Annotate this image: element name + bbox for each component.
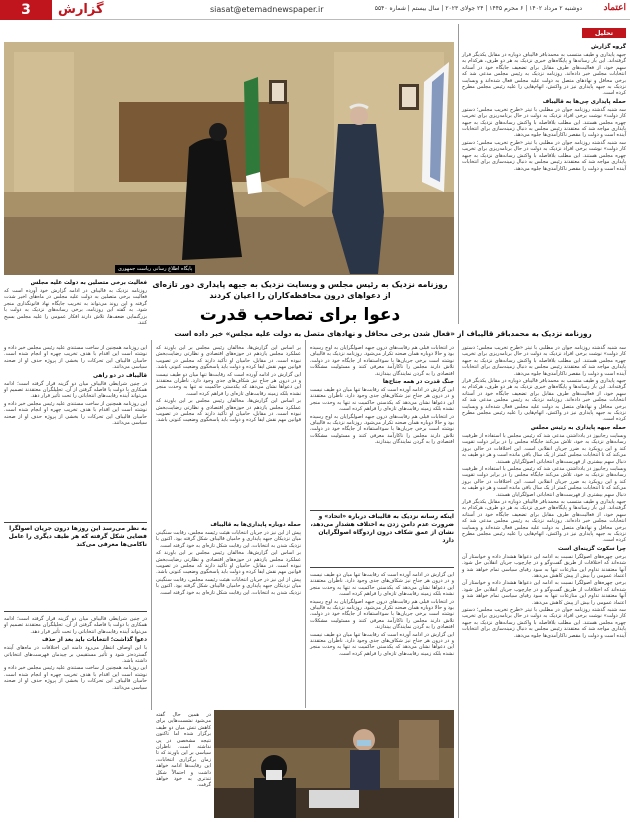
- section-tag: تحلیل: [582, 28, 626, 38]
- paragraph: برخی چهره‌های اصولگرا نسبت به ادامه این دعواها هشدار داده و خواستار آن شده‌اند که اختلافات از طریق گفت‌وگو و در چارچوب جریان انقلابی حل شود. آنها معتقدند تداوم این منازعات تنها به سود رقبای سیاسی تمام خواهد شد و اعتماد عمومی را بیش از پیش کاهش می‌دهد.: [462, 580, 626, 606]
- photo-caption: پایگاه اطلاع رسانی ریاست جمهوری: [115, 265, 195, 273]
- article-kicker: روزنامه نزدیک به رئیس مجلس و وبسایت نزدیک به جبهه پایداری دور تازه‌ای از دعواهای درون محافظه‌کاران را اعیان کردند: [152, 280, 448, 300]
- section-title: گزارش: [58, 2, 104, 17]
- byline: گروه گزارش: [590, 44, 626, 50]
- subheading: فعالیت برخی متصلین به دولت علیه مجلس: [30, 280, 147, 286]
- paragraph: در چنین شرایطی قالیباف میان دو گزینه قرار گرفته است؛ ادامه همکاری با دولت یا فاصله گرفتن از آن. تحلیلگران معتقدند تصمیم او می‌تواند آینده رقابت‌های انتخاباتی را تحت تأثیر قرار دهد.: [4, 380, 147, 400]
- subheading: چرا سکوت گزینه‌ای است: [557, 545, 626, 552]
- article-lead: روزنامه نزدیک به محمدباقر قالیباف از «فعال شدن برخی محافل و نهادهای متصل به دولت علیه مجلس» خبر داده است: [174, 329, 592, 338]
- subheading: دعوا گذاشت؛ انتخابات باید بعد از حذف: [41, 637, 147, 644]
- paragraph: سه شنبه گذشته روزنامه جوان در مطلبی با تیتر «طرح تخریب مجلس؛ دستور کار دولت» نوشت برخی افراد نزدیک به دولت در حال برنامه‌ریزی برای تخریب چهره مجلس هستند. این مطلب بلافاصله با واکنش رسانه‌های نزدیک به جبهه پایداری مواجه شد که معتقدند رئیس مجلس به دنبال زمینه‌سازی برای انتخابات آینده است و دولت را مقصر ناکارآمدی‌ها جلوه می‌دهد.: [462, 607, 626, 639]
- paragraph: این گزارش در ادامه آورده است که رقابت‌ها تنها میان دو طیف نیست و در درون هر جناح نیز شکاف‌های جدی وجود دارد. ناظران معتقدند این دعواها نشان می‌دهد که یکدستی حاکمیت نه تنها به وحدت منجر نشده بلکه زمینه رقابت‌های تازه‌ای را فراهم کرده است.: [310, 387, 454, 413]
- column-divider: [458, 340, 459, 818]
- paragraph: در انتخابات قبلی هم رقابت‌های درون جبهه اصولگرایان به اوج رسیده بود و حالا دوباره همان صحنه تکرار می‌شود. روزنامه نزدیک به قالیباف نوشته است برخی جریان‌ها با سوءاستفاده از جایگاه خود در دولت، تلاش دارند مجلس را ناکارآمد معرفی کنند و مسئولیت مشکلات اقتصادی را به گردن نمایندگان بیندازند.: [310, 598, 454, 631]
- paragraph: این روزنامه همچنین از ساخت مستندی علیه رئیس مجلس خبر داده و نوشته است این اقدام با هدف تخریب چهره او انجام شده است. حامیان قالیباف این تحرکات را بخشی از پروژه حذف او از صحنه سیاسی می‌دانند.: [4, 665, 147, 691]
- paragraph: در انتخابات قبلی هم رقابت‌های درون جبهه اصولگرایان به اوج رسیده بود و حالا دوباره همان صحنه تکرار می‌شود. روزنامه نزدیک به قالیباف نوشته است برخی جریان‌ها با سوءاستفاده از جایگاه خود در دولت، تلاش دارند مجلس را ناکارآمد معرفی کنند و مسئولیت مشکلات اقتصادی را به گردن نمایندگان بیندازند.: [310, 345, 454, 377]
- paragraph: سه شنبه گذشته روزنامه جوان در مطلبی با تیتر «طرح تخریب مجلس؛ دستور کار دولت» نوشت برخی افراد نزدیک به دولت در حال برنامه‌ریزی برای تخریب چهره مجلس هستند. این مطلب بلافاصله با واکنش رسانه‌های نزدیک به جبهه پایداری مواجه شد که معتقدند رئیس مجلس به دنبال زمینه‌سازی برای انتخابات آینده است و دولت را مقصر ناکارآمدی‌ها جلوه می‌دهد.: [462, 345, 626, 377]
- paragraph: پیش از این نیز در جریان انتخابات هیئت رئیسه مجلس، رقابت سنگینی میان نزدیکان جبهه پایداری و حامیان قالیباف شکل گرفته بود. اکنون با نزدیک شدن به انتخابات، این رقابت شکل تازه‌ای به خود گرفته است.: [156, 576, 301, 596]
- mid-right-column: [310, 345, 454, 507]
- photo-illustration: [4, 42, 454, 275]
- column-divider: [305, 340, 306, 708]
- bottom-mid-column: [156, 712, 211, 816]
- paragraph: این گزارش در ادامه آورده است که رقابت‌ها تنها میان دو طیف نیست و در درون هر جناح نیز شکاف‌های جدی وجود دارد. ناظران معتقدند این دعواها نشان می‌دهد که یکدستی حاکمیت نه تنها به وحدت منجر نشده بلکه زمینه رقابت‌های تازه‌ای را فراهم کرده است.: [156, 371, 301, 397]
- right-column-bottom: [462, 345, 626, 817]
- paragraph: بر اساس این گزارش‌ها، مخالفان رئیس مجلس بر این باورند که عملکرد مجلس یازدهم در حوزه‌های اقتصادی و نظارتی رضایت‌بخش نبوده است. در مقابل، حامیان او تأکید دارند که مجلس در تصویب قوانین مهم نقش ایفا کرده و دولت باید پاسخگوی وضعیت کنونی باشد.: [156, 550, 301, 576]
- paragraph: پیش از این نیز در جریان انتخابات هیئت رئیسه مجلس، رقابت سنگینی میان نزدیکان جبهه پایداری و حامیان قالیباف شکل گرفته بود. اکنون با نزدیک شدن به انتخابات، این رقابت شکل تازه‌ای به خود گرفته است.: [156, 530, 301, 549]
- paragraph: روزنامه نزدیک به قالیباف در ادامه گزارش خود آورده است که فعالیت برخی متصلین به دولت علیه مجلس در ماه‌های اخیر شدت گرفته و این روند می‌تواند به تخریب جایگاه نهاد قانونگذاری منجر شود. به گفته این روزنامه، برخی رسانه‌های نزدیک به دولت با بزرگنمایی ضعف‌ها، تلاش دارند افکار عمومی را علیه مجلس بسیج کنند.: [4, 288, 147, 327]
- paragraph: این روزنامه همچنین از ساخت مستندی علیه رئیس مجلس خبر داده و نوشته است این اقدام با هدف تخریب چهره او انجام شده است. حامیان قالیباف این تحرکات را بخشی از پروژه حذف او از صحنه سیاسی می‌دانند.: [4, 345, 147, 371]
- photo-illustration: [214, 710, 454, 818]
- mid-left-column: [156, 345, 301, 515]
- paragraph: وبسایت رجانیوز در یادداشتی مدعی شد که رئیس مجلس با استفاده از ظرفیت رسانه‌های نزدیک به خود، تلاش می‌کند جایگاه مجلس را در برابر دولت تقویت کند و این رویکرد به ضرر جریان انقلابی است. این اختلافات در حالی بروز می‌کند که تا انتخابات مجلس کمتر از یک سال باقی مانده است و هر دو طیف به دنبال سهم بیشتری از فهرست‌های انتخاباتی اصولگرایان هستند.: [462, 432, 626, 465]
- paragraph: در انتخابات قبلی هم رقابت‌های درون جبهه اصولگرایان به اوج رسیده بود و حالا دوباره همان صحنه تکرار می‌شود. روزنامه نزدیک به قالیباف نوشته است برخی جریان‌ها با سوءاستفاده از جایگاه خود در دولت، تلاش دارند مجلس را ناکارآمد معرفی کنند و مسئولیت مشکلات اقتصادی را به گردن نمایندگان بیندازند.: [310, 413, 454, 446]
- bottom-photo: [214, 710, 454, 818]
- subheading: جنگ قدرت در همه جناح‌ها: [382, 379, 454, 386]
- paragraph: بر اساس این گزارش‌ها، مخالفان رئیس مجلس بر این باورند که عملکرد مجلس یازدهم در حوزه‌های اقتصادی و نظارتی رضایت‌بخش نبوده است. در مقابل، حامیان او تأکید دارند که مجلس در تصویب قوانین مهم نقش ایفا کرده و دولت باید پاسخگوی وضعیت کنونی باشد.: [156, 345, 301, 371]
- paragraph: جبهه پایداری و طیف منتسب به محمدباقر قالیباف دوباره در مقابل یکدیگر قرار گرفته‌اند. این بار رسانه‌ها و پایگاه‌های خبری نزدیک به هر دو طرف، هرکدام به سهم خود، از فعالیت‌های طرف مقابل برای تضعیف جایگاه خود در آستانه انتخابات مجلس خبر داده‌اند. روزنامه نزدیک به رئیس مجلس مدعی شد که برخی محافل و نهادهای متصل به دولت علیه مجلس فعال شده‌اند و وبسایت نزدیک به جبهه پایداری نیز در واکنش، اتهام‌هایی را علیه رئیس مجلس مطرح کرده است.: [462, 378, 626, 423]
- mid-right-column-lower: [310, 572, 454, 706]
- newspaper-logo: اعتماد: [603, 3, 626, 13]
- paragraph: این گزارش در ادامه آورده است که رقابت‌ها تنها میان دو طیف نیست و در درون هر جناح نیز شکاف‌های جدی وجود دارد. ناظران معتقدند این دعواها نشان می‌دهد که یکدستی حاکمیت نه تنها به وحدت منجر نشده بلکه زمینه رقابت‌های تازه‌ای را فراهم کرده است.: [310, 572, 454, 598]
- paragraph: بر اساس این گزارش‌ها، مخالفان رئیس مجلس بر این باورند که عملکرد مجلس یازدهم در حوزه‌های اقتصادی و نظارتی رضایت‌بخش نبوده است. در مقابل، حامیان او تأکید دارند که مجلس در تصویب قوانین مهم نقش ایفا کرده و دولت باید پاسخگوی وضعیت کنونی باشد.: [156, 398, 301, 424]
- column-divider: [458, 24, 459, 324]
- subheading: حمله جبهه پایداری به رئیس مجلس: [530, 424, 626, 431]
- main-photo: [4, 42, 454, 275]
- left-column-lower: [4, 616, 147, 816]
- issue-info: دوشنبه ۲ مرداد ۱۴۰۲ | ۶ محرم ۱۴۴۵ | ۲۴ جولای ۲۰۲۳ | سال بیستم | شماره ۵۵۴۰: [374, 5, 582, 12]
- paragraph: برخی چهره‌های اصولگرا نسبت به ادامه این دعواها هشدار داده و خواستار آن شده‌اند که اختلافات از طریق گفت‌وگو و در چارچوب جریان انقلابی حل شود. آنها معتقدند تداوم این منازعات تنها به سود رقبای سیاسی تمام خواهد شد و اعتماد عمومی را بیش از پیش کاهش می‌دهد.: [462, 553, 626, 579]
- subheading: قالیباف در دو راهی: [93, 372, 147, 379]
- paragraph: این گزارش در ادامه آورده است که رقابت‌ها تنها میان دو طیف نیست و در درون هر جناح نیز شکاف‌های جدی وجود دارد. ناظران معتقدند این دعواها نشان می‌دهد که یکدستی حاکمیت نه تنها به وحدت منجر نشده بلکه زمینه رقابت‌های تازه‌ای را فراهم کرده است.: [310, 631, 454, 657]
- right-column-top: [462, 42, 626, 328]
- paragraph: سه شنبه گذشته روزنامه جوان در مطلبی با تیتر «طرح تخریب مجلس؛ دستور کار دولت» نوشت برخی افراد نزدیک به دولت در حال برنامه‌ریزی برای تخریب چهره مجلس هستند. این مطلب بلافاصله با واکنش رسانه‌های نزدیک به جبهه پایداری مواجه شد که معتقدند رئیس مجلس به دنبال زمینه‌سازی برای انتخابات آینده است و دولت را مقصر ناکارآمدی‌ها جلوه می‌دهد.: [462, 106, 626, 139]
- subheading: حمله پایداری چی‌ها به قالیباف: [542, 98, 626, 105]
- pull-quote: به نظر می‌رسد این روزها درون جریان اصولگرا فضایی شکل گرفته که هر طیف دیگری را عامل ناکامی‌ها معرفی می‌کند: [4, 522, 147, 612]
- website-link[interactable]: siasat@etemadnewspaper.ir: [210, 5, 324, 14]
- column-divider: [151, 340, 152, 710]
- paragraph: جبهه پایداری و طیف منتسب به محمدباقر قالیباف دوباره در مقابل یکدیگر قرار گرفته‌اند. این بار رسانه‌ها و پایگاه‌های خبری نزدیک به هر دو طرف، هرکدام به سهم خود، از فعالیت‌های طرف مقابل برای تضعیف جایگاه خود در آستانه انتخابات مجلس خبر داده‌اند. روزنامه نزدیک به رئیس مجلس مدعی شد که برخی محافل و نهادهای متصل به دولت علیه مجلس فعال شده‌اند و وبسایت نزدیک به جبهه پایداری نیز در واکنش، اتهام‌هایی را علیه رئیس مجلس مطرح کرده است.: [462, 498, 626, 544]
- page-number: 3: [0, 0, 52, 20]
- paragraph: این روزنامه همچنین از ساخت مستندی علیه رئیس مجلس خبر داده و نوشته است این اقدام با هدف تخریب چهره او انجام شده است. حامیان قالیباف این تحرکات را بخشی از پروژه حذف او از صحنه سیاسی می‌دانند.: [4, 400, 147, 427]
- subheading: حمله دوباره پایداری‌ها به قالیباف: [210, 522, 301, 528]
- paragraph: در همین حال گفته می‌شود نشست‌هایی برای کاهش تنش میان دو طیف برگزار شده اما تاکنون نتیجه مشخصی در پی نداشته است. ناظران سیاسی بر این باورند که تا زمان برگزاری انتخابات، این رقابت‌ها ادامه خواهد داشت و احتمالاً شکل تندتری به خود خواهد گرفت.: [156, 712, 211, 789]
- left-intro: [4, 278, 147, 338]
- pull-quote: اینکه رسانه نزدیک به قالیباف درباره «اتحاد» و ضرورت عدم دامن زدن به اختلاف هشدار می‌دهد، نشان از عمق شکاف درون اردوگاه اصولگرایان دارد: [310, 510, 454, 568]
- paragraph: در چنین شرایطی قالیباف میان دو گزینه قرار گرفته است؛ ادامه همکاری با دولت یا فاصله گرفتن از آن. تحلیلگران معتقدند تصمیم او می‌تواند آینده رقابت‌های انتخاباتی را تحت تأثیر قرار دهد.: [4, 616, 147, 635]
- paragraph: سه شنبه گذشته روزنامه جوان در مطلبی با تیتر «طرح تخریب مجلس؛ دستور کار دولت» نوشت برخی افراد نزدیک به دولت در حال برنامه‌ریزی برای تخریب چهره مجلس هستند. این مطلب بلافاصله با واکنش رسانه‌های نزدیک به جبهه پایداری مواجه شد که معتقدند رئیس مجلس به دنبال زمینه‌سازی برای انتخابات آینده است و دولت را مقصر ناکارآمدی‌ها جلوه می‌دهد.: [462, 139, 626, 172]
- paragraph: با این اوصاف انتظار می‌رود دامنه این اختلافات در ماه‌های آینده گسترده‌تر شود و تأثیر مستقیمی بر چیدمان فهرست‌های انتخاباتی داشته باشد.: [4, 645, 147, 665]
- page-header: [0, 0, 630, 20]
- left-column: [4, 345, 147, 520]
- article-headline: دعوا برای تصاحب قدرت: [199, 305, 401, 325]
- paragraph: وبسایت رجانیوز در یادداشتی مدعی شد که رئیس مجلس با استفاده از ظرفیت رسانه‌های نزدیک به خود، تلاش می‌کند جایگاه مجلس را در برابر دولت تقویت کند و این رویکرد به ضرر جریان انقلابی است. این اختلافات در حالی بروز می‌کند که تا انتخابات مجلس کمتر از یک سال باقی مانده است و هر دو طیف به دنبال سهم بیشتری از فهرست‌های انتخاباتی اصولگرایان هستند.: [462, 465, 626, 498]
- paragraph: جبهه پایداری و طیف منتسب به محمدباقر قالیباف دوباره در مقابل یکدیگر قرار گرفته‌اند. این بار رسانه‌ها و پایگاه‌های خبری نزدیک به هر دو طرف، هرکدام به سهم خود، از فعالیت‌های طرف مقابل برای تضعیف جایگاه خود در آستانه انتخابات مجلس خبر داده‌اند. روزنامه نزدیک به رئیس مجلس مدعی شد که برخی محافل و نهادهای متصل به دولت علیه مجلس فعال شده‌اند و وبسایت نزدیک به جبهه پایداری نیز در واکنش، اتهام‌هایی را علیه رئیس مجلس مطرح کرده است.: [462, 52, 626, 97]
- mid-left-column-lower: [156, 520, 301, 706]
